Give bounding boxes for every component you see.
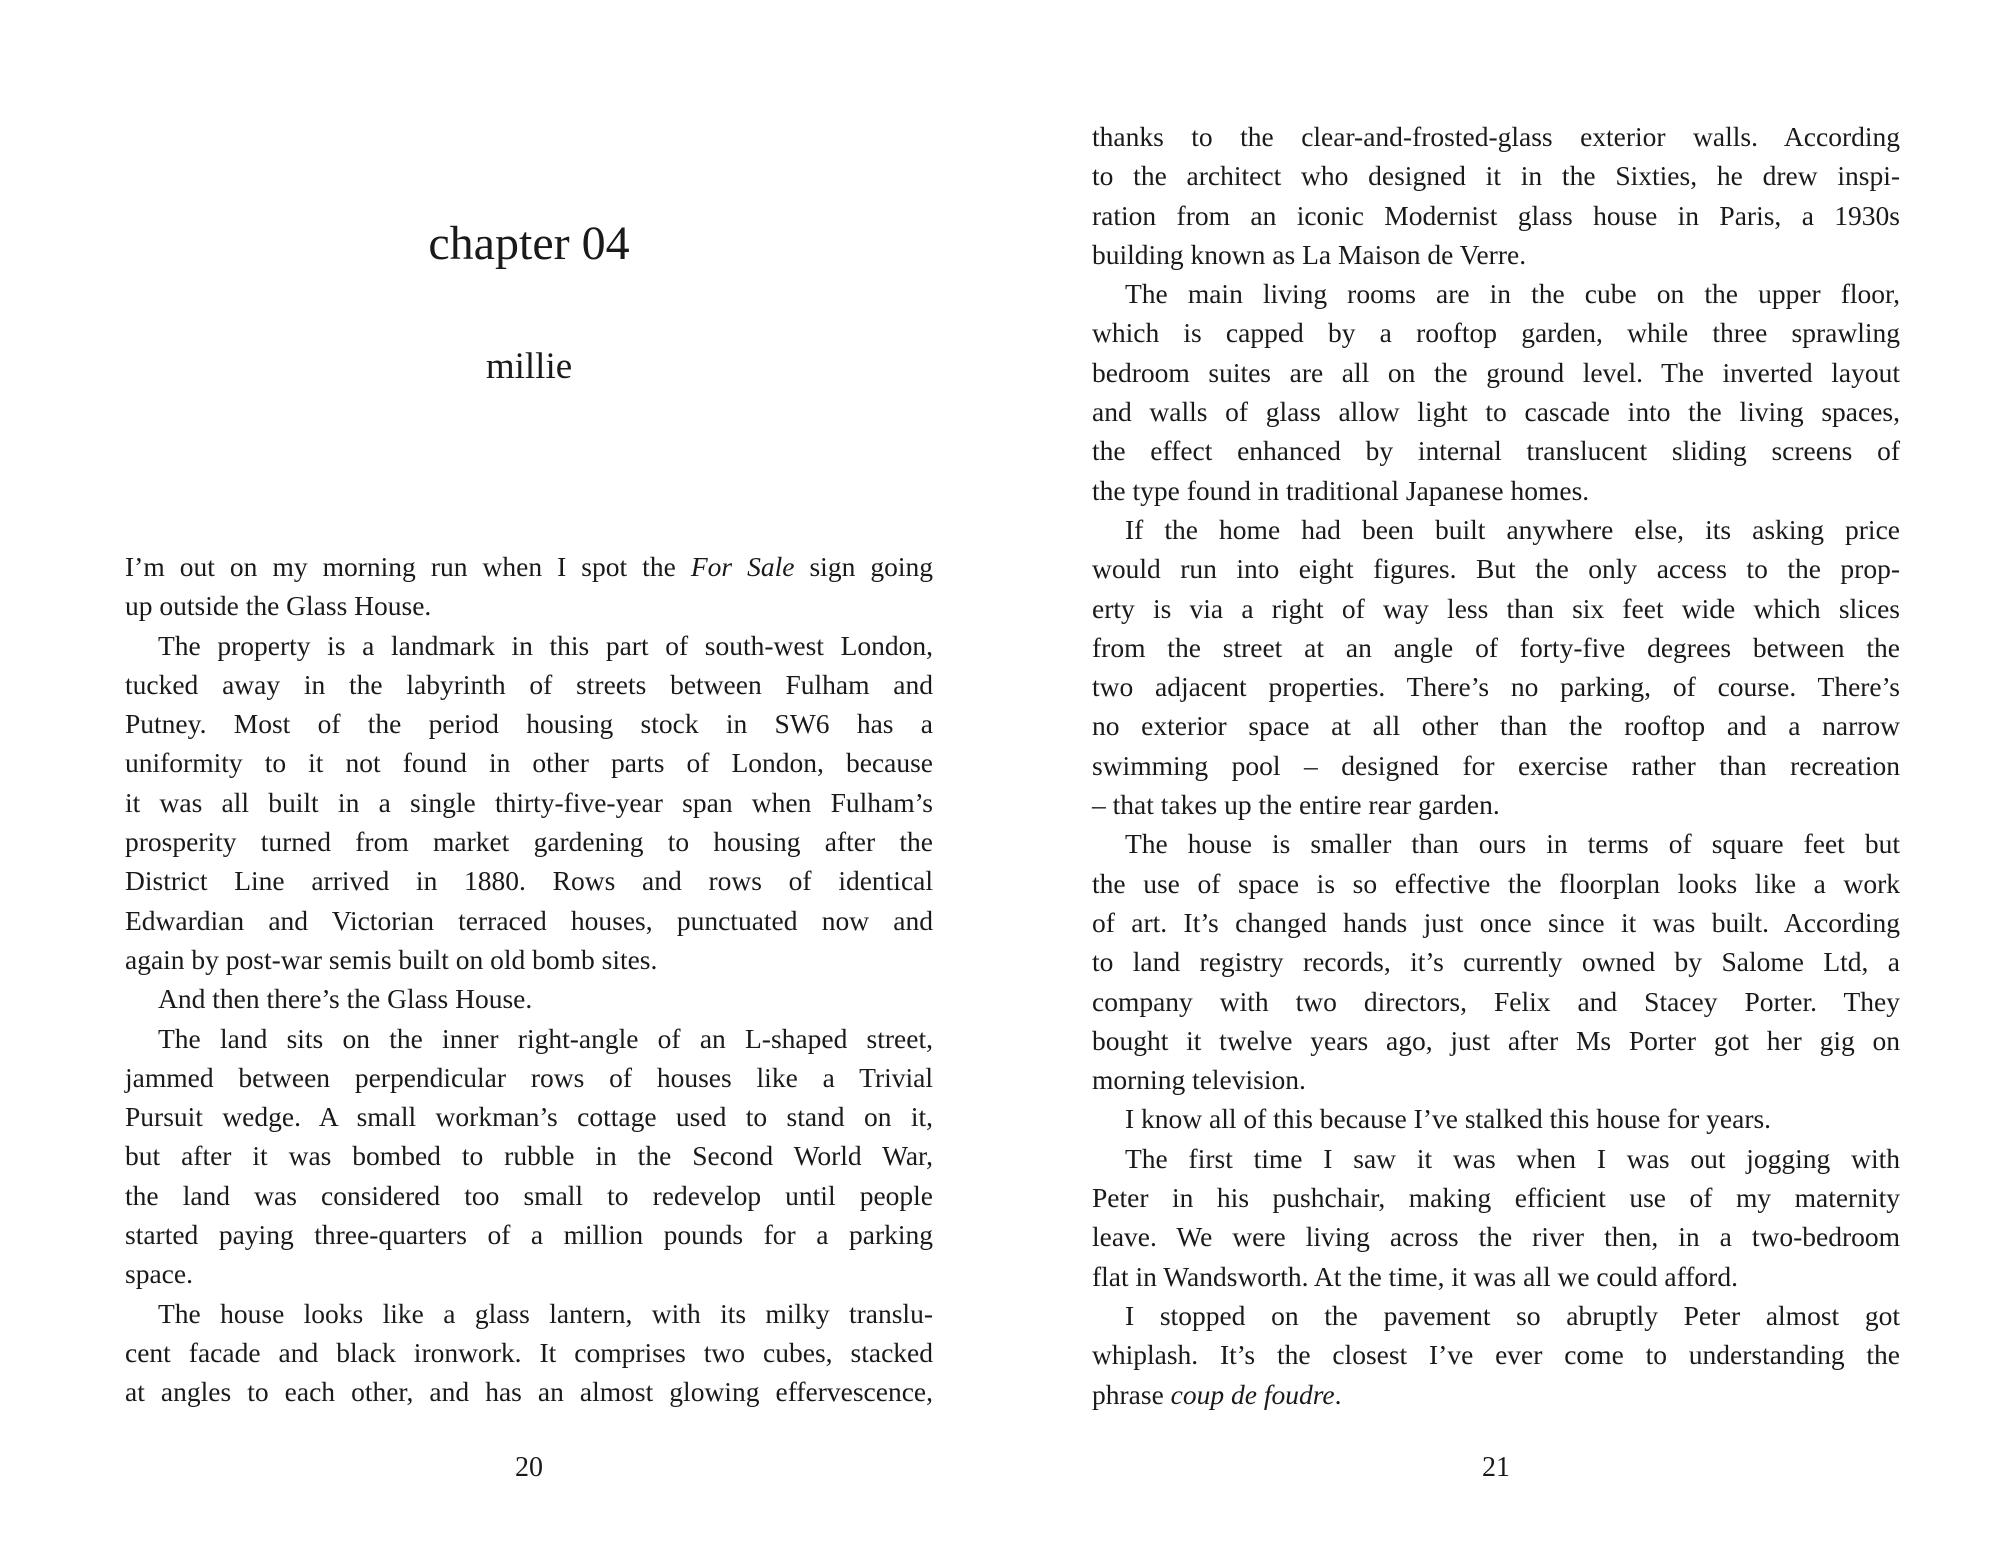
text-line: it was all built in a single thirty-five-year span when Fulham’s xyxy=(125,786,933,818)
page-number: 20 xyxy=(515,1452,543,1483)
text-line: flat in Wandsworth. At the time, it was all we could afford. xyxy=(1092,1260,1738,1292)
text-line: up outside the Glass House. xyxy=(125,590,432,622)
text-line: at angles to each other, and has an almost glowing effervescence, xyxy=(125,1376,933,1408)
text-line: started paying three-quarters of a million pounds for a parking xyxy=(125,1219,933,1251)
text-line: If the home had been built anywhere else, its asking price xyxy=(1125,513,1900,545)
text-line: and walls of glass allow light to cascade into the living spaces, xyxy=(1092,396,1900,428)
text-line: I’m out on my morning run when I spot the For Sale sign going xyxy=(125,551,933,582)
text-line: cent facade and black ironwork. It comprises two cubes, stacked xyxy=(125,1336,933,1368)
text-line: the use of space is so effective the floorplan looks like a work xyxy=(1092,867,1900,899)
text-line: And then there’s the Glass House. xyxy=(158,983,533,1015)
text-line: bedroom suites are all on the ground level. The inverted layout xyxy=(1092,356,1900,388)
right-page xyxy=(1092,0,1900,1559)
text-line: tucked away in the labyrinth of streets between Fulham and xyxy=(125,668,933,700)
right-page-body xyxy=(1092,117,1900,1414)
emphasis: coup de foudre xyxy=(1170,1378,1335,1410)
text-line: the effect enhanced by internal translucent sliding screens of xyxy=(1092,435,1900,467)
chapter-subtitle: millie xyxy=(485,346,573,387)
text-line: to the architect who designed it in the Sixties, he drew inspi- xyxy=(1092,160,1900,192)
emphasis: For Sale xyxy=(690,551,795,582)
text-line: jammed between perpendicular rows of houses like a Trivial xyxy=(125,1061,933,1093)
text-line: The main living rooms are in the cube on the upper floor, xyxy=(1125,278,1900,310)
text-line: no exterior space at all other than the rooftop and a narrow xyxy=(1092,710,1900,742)
text-line: ration from an iconic Modernist glass house in Paris, a 1930s xyxy=(1092,199,1900,231)
text-line: leave. We were living across the river then, in a two-bedroom xyxy=(1092,1221,1900,1253)
chapter-title: chapter 04 xyxy=(428,217,630,270)
text-line: The property is a landmark in this part of south-west London, xyxy=(158,629,933,661)
text-line: The house looks like a glass lantern, with its milky translu- xyxy=(158,1297,933,1329)
text-line: Putney. Most of the period housing stock in SW6 has a xyxy=(125,708,933,740)
text-line: I know all of this because I’ve stalked this house for years. xyxy=(1125,1103,1772,1135)
text-line: The first time I saw it was when I was out jogging with xyxy=(1125,1142,1900,1174)
text-line: the land was considered too small to redevelop until people xyxy=(125,1179,933,1211)
text-line: The house is smaller than ours in terms of square feet but xyxy=(1125,828,1900,860)
text-line: The land sits on the inner right-angle of an L-shaped street, xyxy=(158,1022,933,1054)
text-line: Pursuit wedge. A small workman’s cottage used to stand on it, xyxy=(125,1101,933,1133)
text-line: uniformity to it not found in other parts of London, because xyxy=(125,747,933,779)
text-line: again by post-war semis built on old bomb sites. xyxy=(125,943,658,975)
text-line: company with two directors, Felix and Stacey Porter. They xyxy=(1092,985,1900,1017)
text-line: District Line arrived in 1880. Rows and rows of identical xyxy=(125,865,933,897)
text-line: the type found in traditional Japanese homes. xyxy=(1092,474,1590,506)
text-line: thanks to the clear-and-frosted-glass exterior walls. According xyxy=(1092,121,1900,152)
text-line: – that takes up the entire rear garden. xyxy=(1092,789,1500,821)
left-page-body xyxy=(125,547,933,1412)
text-line: building known as La Maison de Verre. xyxy=(1092,238,1527,270)
text-line: two adjacent properties. There’s no parking, of course. There’s xyxy=(1092,671,1900,703)
text-line: I stopped on the pavement so abruptly Peter almost got xyxy=(1125,1299,1900,1331)
text-line: bought it twelve years ago, just after Ms Porter got her gig on xyxy=(1092,1024,1900,1056)
text-line: swimming pool – designed for exercise rather than recreation xyxy=(1092,749,1900,781)
text-line: Edwardian and Victorian terraced houses, punctuated now and xyxy=(125,904,933,936)
text-line: would run into eight figures. But the only access to the prop- xyxy=(1092,553,1900,585)
page-number: 21 xyxy=(1482,1452,1510,1483)
text-line: prosperity turned from market gardening to housing after the xyxy=(125,826,933,858)
text-line: morning television. xyxy=(1092,1064,1306,1096)
text-line: from the street at an angle of forty-five degrees between the xyxy=(1092,631,1900,663)
text-line: phrase coup de foudre. xyxy=(1092,1378,1342,1410)
text-line: erty is via a right of way less than six feet wide which slices xyxy=(1092,592,1900,624)
text-line: but after it was bombed to rubble in the Second World War, xyxy=(125,1140,933,1172)
text-line: to land registry records, it’s currently owned by Salome Ltd, a xyxy=(1092,946,1900,978)
text-line: of art. It’s changed hands just once since it was built. According xyxy=(1092,906,1900,938)
text-line: whiplash. It’s the closest I’ve ever come to understanding the xyxy=(1092,1339,1900,1371)
text-line: which is capped by a rooftop garden, while three sprawling xyxy=(1092,317,1900,349)
text-line: Peter in his pushchair, making efficient use of my maternity xyxy=(1092,1182,1900,1214)
left-page xyxy=(125,0,933,1559)
text-line: space. xyxy=(125,1258,193,1290)
